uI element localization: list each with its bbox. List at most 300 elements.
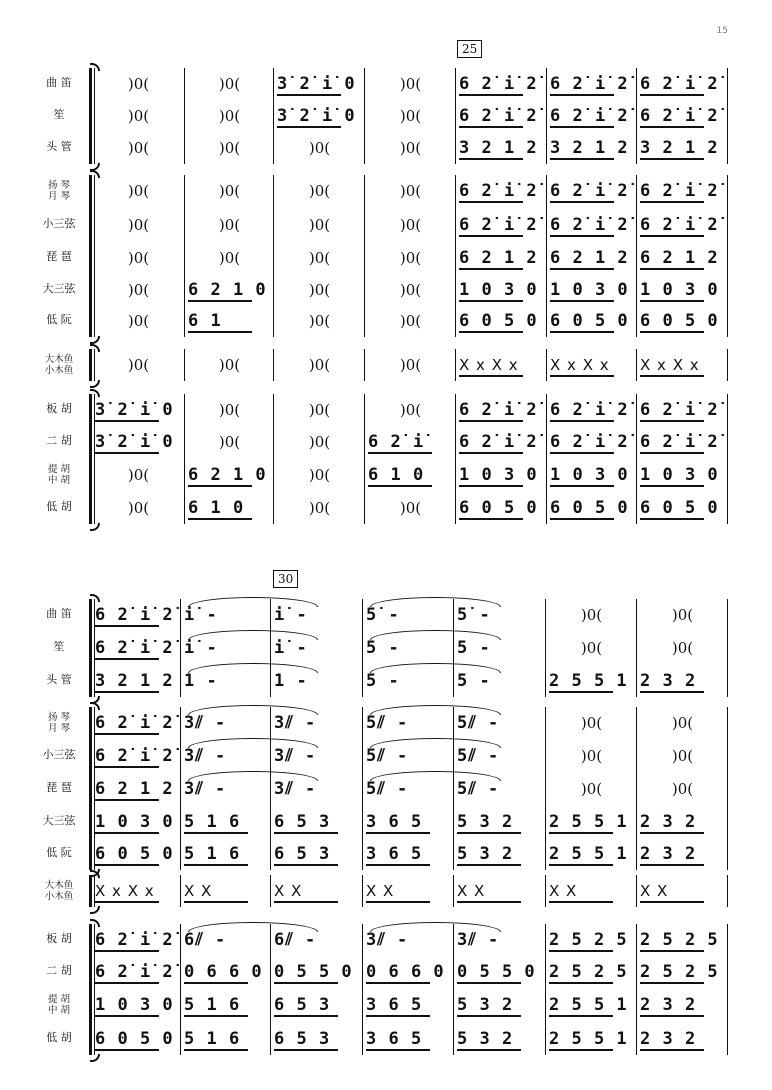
measure-notes: 5 1 6 bbox=[184, 844, 241, 864]
group-bracket bbox=[89, 599, 92, 697]
barline bbox=[270, 707, 271, 870]
measure-notes: 2 5 5 1 bbox=[549, 844, 628, 864]
instrument-label: 提 胡 中 胡 bbox=[47, 464, 71, 486]
rest-mark: )0( bbox=[308, 182, 331, 200]
measure-notes: 6 2̇ i̇ 2̇ bbox=[640, 432, 719, 452]
measure-notes: 3̇ 2̇ i̇ 0 bbox=[277, 74, 356, 94]
measure-notes: 3 2 1 2 bbox=[459, 138, 538, 158]
measure-notes: 6 2̇ i̇ 2̇ bbox=[640, 215, 719, 235]
bracket-hook-top bbox=[90, 63, 100, 71]
measure-notes: 1 0 3 0 bbox=[459, 465, 538, 485]
rest-mark: )0( bbox=[671, 639, 694, 657]
barline bbox=[362, 924, 363, 1055]
measure-notes: 0 6 6 0 bbox=[366, 962, 445, 982]
beam-underline bbox=[184, 1015, 248, 1017]
beam-underline bbox=[550, 126, 614, 128]
beam-underline bbox=[459, 94, 523, 96]
beam-underline bbox=[640, 375, 704, 377]
rest-mark: )0( bbox=[671, 714, 694, 732]
barline bbox=[636, 707, 637, 870]
rest-mark: )0( bbox=[308, 139, 331, 157]
measure-notes: 5 - bbox=[457, 671, 491, 691]
beam-underline bbox=[640, 518, 704, 520]
barline bbox=[727, 707, 728, 870]
barline bbox=[545, 875, 546, 907]
measure-notes: 1 0 3 0 bbox=[459, 280, 538, 300]
rest-mark: )0( bbox=[218, 75, 241, 93]
barline bbox=[453, 924, 454, 1055]
beam-underline bbox=[457, 1015, 521, 1017]
barline bbox=[453, 707, 454, 870]
measure-notes: 6 1 bbox=[188, 311, 222, 331]
beam-underline bbox=[95, 901, 159, 903]
measure-notes: 3⫽ - bbox=[274, 779, 317, 799]
group-bracket bbox=[89, 707, 92, 870]
bracket-hook-top bbox=[90, 919, 100, 927]
measure-notes: 3̇ 2̇ i̇ 0 bbox=[277, 106, 356, 126]
measure-notes: 6 2̇ i̇ bbox=[368, 432, 425, 452]
beam-underline bbox=[188, 485, 252, 487]
beam-underline bbox=[640, 1015, 704, 1017]
measure-notes: 6 0 5 0 bbox=[459, 498, 538, 518]
beam-underline bbox=[640, 691, 704, 693]
measure-notes: 3⫽ - bbox=[366, 930, 409, 950]
beam-underline bbox=[274, 864, 338, 866]
beam-underline bbox=[184, 1049, 248, 1051]
rest-mark: )0( bbox=[399, 499, 422, 517]
beam-underline bbox=[640, 1049, 704, 1051]
rest-mark: )0( bbox=[671, 747, 694, 765]
barline bbox=[636, 349, 637, 381]
beam-underline bbox=[95, 982, 159, 984]
beam-underline bbox=[184, 864, 248, 866]
beam-underline bbox=[550, 268, 614, 270]
measure-notes: 6 5 3 bbox=[274, 995, 331, 1015]
barline bbox=[727, 175, 728, 337]
rest-mark: )0( bbox=[399, 182, 422, 200]
measure-notes: 3 6 5 bbox=[366, 812, 423, 832]
measure-notes: 1 0 3 0 bbox=[550, 465, 629, 485]
bracket-hook-top bbox=[90, 170, 100, 178]
measure-notes: 0 5 5 0 bbox=[457, 962, 536, 982]
measure-notes: 6 2̇ i̇ 2̇ bbox=[640, 400, 719, 420]
rest-mark: )0( bbox=[218, 356, 241, 374]
measure-notes: 5 - bbox=[366, 671, 400, 691]
bracket-hook-bottom bbox=[90, 1054, 100, 1062]
bracket-hook-bottom bbox=[90, 523, 100, 531]
beam-underline bbox=[95, 832, 159, 834]
beam-underline bbox=[95, 1049, 159, 1051]
measure-notes: 2 3 2 bbox=[640, 844, 697, 864]
measure-notes: 5 - bbox=[457, 638, 491, 658]
measure-notes: 6 2̇ i̇ 2̇ bbox=[550, 106, 629, 126]
instrument-label: 板 胡 bbox=[46, 402, 72, 415]
bracket-hook-top bbox=[90, 702, 100, 710]
beam-underline bbox=[366, 864, 430, 866]
beam-underline bbox=[274, 982, 338, 984]
measure-notes: 6⫽ - bbox=[184, 930, 227, 950]
rest-mark: )0( bbox=[308, 216, 331, 234]
barline bbox=[727, 924, 728, 1055]
measure-notes: 6 5 3 bbox=[274, 812, 331, 832]
measure-notes: 6 0 5 0 bbox=[550, 498, 629, 518]
beam-underline bbox=[640, 158, 704, 160]
measure-notes: 1 - bbox=[274, 671, 308, 691]
rest-mark: )0( bbox=[127, 466, 150, 484]
beam-underline bbox=[459, 331, 523, 333]
rehearsal-marker: 25 bbox=[457, 40, 482, 58]
barline bbox=[184, 349, 185, 381]
rest-mark: )0( bbox=[671, 606, 694, 624]
rest-mark: )0( bbox=[218, 139, 241, 157]
barline bbox=[364, 175, 365, 337]
barline bbox=[636, 599, 637, 697]
bracket-hook-top bbox=[90, 389, 100, 397]
measure-notes: X X bbox=[640, 882, 669, 900]
barline bbox=[180, 924, 181, 1055]
measure-notes: X X bbox=[184, 882, 213, 900]
group-bracket bbox=[89, 924, 92, 1055]
beam-underline bbox=[640, 485, 704, 487]
measure-notes: 6 2̇ i̇ 2̇ bbox=[640, 106, 719, 126]
instrument-label: 扬 琴 月 琴 bbox=[47, 180, 71, 202]
measure-notes: 3⫽ - bbox=[457, 930, 500, 950]
beam-underline bbox=[640, 201, 704, 203]
beam-underline bbox=[640, 268, 704, 270]
measure-notes: 5 3 2 bbox=[457, 812, 514, 832]
beam-underline bbox=[184, 901, 248, 903]
measure-notes: 2 5 5 1 bbox=[549, 1029, 628, 1049]
measure-notes: 2 5 5 1 bbox=[549, 995, 628, 1015]
beam-underline bbox=[457, 864, 521, 866]
barline bbox=[184, 175, 185, 337]
beam-underline bbox=[95, 1015, 159, 1017]
measure-notes: 6 0 5 0 bbox=[640, 498, 719, 518]
barline bbox=[184, 394, 185, 524]
barline bbox=[184, 68, 185, 164]
measure-notes: 6 2 1 2 bbox=[459, 248, 538, 268]
rest-mark: )0( bbox=[127, 75, 150, 93]
measure-notes: 3 2 1 2 bbox=[640, 138, 719, 158]
beam-underline bbox=[368, 452, 432, 454]
bracket-hook-top bbox=[90, 344, 100, 352]
barline bbox=[180, 875, 181, 907]
rest-mark: )0( bbox=[671, 780, 694, 798]
beam-underline bbox=[550, 201, 614, 203]
measure-notes: 3̇ 2̇ i̇ 0 bbox=[95, 432, 174, 452]
measure-notes: 3 2 1 2 bbox=[550, 138, 629, 158]
measure-notes: 6 2̇ i̇ 2̇ bbox=[459, 432, 538, 452]
rest-mark: )0( bbox=[308, 499, 331, 517]
barline bbox=[273, 68, 274, 164]
rest-mark: )0( bbox=[218, 433, 241, 451]
barline bbox=[727, 875, 728, 907]
beam-underline bbox=[95, 691, 159, 693]
measure-notes: 5⫽ - bbox=[457, 779, 500, 799]
beam-underline bbox=[274, 901, 338, 903]
beam-underline bbox=[366, 982, 430, 984]
bracket-hook-bottom bbox=[90, 380, 100, 388]
beam-underline bbox=[95, 950, 159, 952]
rest-mark: )0( bbox=[580, 780, 603, 798]
measure-notes: 6 2̇ i̇ 2̇ bbox=[640, 181, 719, 201]
measure-notes: 6 2 1 2 bbox=[640, 248, 719, 268]
instrument-label: 琵 琶 bbox=[46, 250, 72, 263]
measure-notes: 5̇ - bbox=[457, 605, 491, 625]
beam-underline bbox=[188, 518, 252, 520]
instrument-label: 低 阮 bbox=[46, 313, 72, 326]
rest-mark: )0( bbox=[308, 312, 331, 330]
measure-notes: 6 2̇ i̇ 2̇ bbox=[95, 605, 174, 625]
beam-underline bbox=[277, 126, 341, 128]
measure-notes: 6 2̇ i̇ 2̇ bbox=[550, 74, 629, 94]
beam-underline bbox=[550, 375, 614, 377]
rest-mark: )0( bbox=[308, 356, 331, 374]
beam-underline bbox=[640, 126, 704, 128]
beam-underline bbox=[550, 420, 614, 422]
measure-notes: 6 2̇ i̇ 2̇ bbox=[640, 74, 719, 94]
beam-underline bbox=[366, 832, 430, 834]
barline bbox=[455, 394, 456, 524]
rest-mark: )0( bbox=[127, 139, 150, 157]
instrument-label: 低 胡 bbox=[46, 500, 72, 513]
measure-notes: 3⫽ - bbox=[274, 713, 317, 733]
beam-underline bbox=[640, 452, 704, 454]
measure-notes: 5⫽ - bbox=[457, 746, 500, 766]
rest-mark: )0( bbox=[127, 499, 150, 517]
instrument-label: 笙 bbox=[53, 640, 65, 653]
measure-notes: 2 3 2 bbox=[640, 1029, 697, 1049]
beam-underline bbox=[550, 485, 614, 487]
page-corner-mark: 15 bbox=[716, 26, 728, 36]
beam-underline bbox=[640, 235, 704, 237]
beam-underline bbox=[549, 832, 613, 834]
barline bbox=[546, 349, 547, 381]
instrument-label: 二 胡 bbox=[46, 434, 72, 447]
beam-underline bbox=[550, 158, 614, 160]
beam-underline bbox=[188, 300, 252, 302]
measure-notes: 1 0 3 0 bbox=[95, 995, 174, 1015]
measure-notes: 5⫽ - bbox=[457, 713, 500, 733]
measure-notes: 6 5 3 bbox=[274, 1029, 331, 1049]
beam-underline bbox=[457, 901, 521, 903]
beam-underline bbox=[457, 832, 521, 834]
beam-underline bbox=[457, 982, 521, 984]
rest-mark: )0( bbox=[127, 312, 150, 330]
beam-underline bbox=[95, 766, 159, 768]
beam-underline bbox=[459, 375, 523, 377]
measure-notes: 2 3 2 bbox=[640, 671, 697, 691]
barline bbox=[545, 924, 546, 1055]
measure-notes: X X bbox=[457, 882, 486, 900]
beam-underline bbox=[549, 1015, 613, 1017]
group-bracket bbox=[89, 875, 92, 907]
barline bbox=[727, 349, 728, 381]
rest-mark: )0( bbox=[308, 281, 331, 299]
instrument-label: 头 管 bbox=[46, 140, 72, 153]
beam-underline bbox=[640, 420, 704, 422]
measure-notes: 5⫽ - bbox=[366, 713, 409, 733]
beam-underline bbox=[640, 864, 704, 866]
measure-notes: 6 2̇ i̇ 2̇ bbox=[550, 432, 629, 452]
beam-underline bbox=[640, 94, 704, 96]
beam-underline bbox=[459, 420, 523, 422]
barline bbox=[727, 599, 728, 697]
instrument-label: 曲 笛 bbox=[46, 607, 72, 620]
beam-underline bbox=[459, 126, 523, 128]
measure-notes: 2 3 2 bbox=[640, 995, 697, 1015]
barline bbox=[546, 68, 547, 164]
barline bbox=[180, 707, 181, 870]
instrument-label: 曲 笛 bbox=[46, 76, 72, 89]
measure-notes: 6 2 1 0 bbox=[188, 465, 267, 485]
barline bbox=[455, 68, 456, 164]
barline bbox=[636, 394, 637, 524]
measure-notes: 5 1 6 bbox=[184, 1029, 241, 1049]
measure-notes: X x X x bbox=[640, 356, 700, 374]
measure-notes: 6 1 0 bbox=[188, 498, 245, 518]
rest-mark: )0( bbox=[127, 107, 150, 125]
beam-underline bbox=[459, 518, 523, 520]
measure-notes: X X bbox=[366, 882, 395, 900]
measure-notes: 6 2̇ i̇ 2̇ bbox=[459, 400, 538, 420]
measure-notes: 5 1 6 bbox=[184, 812, 241, 832]
barline bbox=[270, 875, 271, 907]
measure-notes: i̇ - bbox=[274, 638, 308, 658]
measure-notes: 5 3 2 bbox=[457, 844, 514, 864]
rest-mark: )0( bbox=[127, 216, 150, 234]
beam-underline bbox=[95, 452, 159, 454]
instrument-label: 大三弦 bbox=[42, 814, 76, 827]
rest-mark: )0( bbox=[127, 182, 150, 200]
rest-mark: )0( bbox=[218, 107, 241, 125]
measure-notes: 5 - bbox=[366, 638, 400, 658]
rest-mark: )0( bbox=[580, 714, 603, 732]
instrument-label: 小三弦 bbox=[42, 217, 76, 230]
beam-underline bbox=[366, 1049, 430, 1051]
beam-underline bbox=[640, 982, 704, 984]
instrument-label: 琵 琶 bbox=[46, 781, 72, 794]
measure-notes: 6⫽ - bbox=[274, 930, 317, 950]
instrument-label: 大木鱼 小木鱼 bbox=[44, 354, 74, 376]
measure-notes: 2 5 2 5 bbox=[640, 930, 719, 950]
measure-notes: i̇ - bbox=[184, 638, 218, 658]
measure-notes: 6 2̇ i̇ 2̇ bbox=[459, 215, 538, 235]
barline bbox=[362, 707, 363, 870]
measure-notes: X x X x bbox=[95, 882, 155, 900]
beam-underline bbox=[549, 950, 613, 952]
group-bracket bbox=[89, 349, 92, 381]
barline bbox=[270, 599, 271, 697]
measure-notes: 6 2̇ i̇ 2̇ bbox=[95, 638, 174, 658]
beam-underline bbox=[457, 1049, 521, 1051]
measure-notes: 5 1 6 bbox=[184, 995, 241, 1015]
rest-mark: )0( bbox=[308, 401, 331, 419]
measure-notes: 6 0 5 0 bbox=[95, 844, 174, 864]
rest-mark: )0( bbox=[399, 107, 422, 125]
measure-notes: 6 2 1 2 bbox=[95, 779, 174, 799]
bracket-hook-bottom bbox=[90, 336, 100, 344]
beam-underline bbox=[550, 300, 614, 302]
barline bbox=[455, 175, 456, 337]
beam-underline bbox=[95, 864, 159, 866]
instrument-label: 头 管 bbox=[46, 673, 72, 686]
bracket-hook-top bbox=[90, 594, 100, 602]
measure-notes: 6 2̇ i̇ 2̇ bbox=[95, 713, 174, 733]
measure-notes: 5⫽ - bbox=[366, 746, 409, 766]
barline bbox=[453, 875, 454, 907]
measure-notes: 6 1 0 bbox=[368, 465, 425, 485]
beam-underline bbox=[95, 799, 159, 801]
rest-mark: )0( bbox=[399, 312, 422, 330]
group-bracket bbox=[89, 175, 92, 337]
rest-mark: )0( bbox=[399, 401, 422, 419]
beam-underline bbox=[550, 235, 614, 237]
measure-notes: X X bbox=[549, 882, 578, 900]
measure-notes: 2 3 2 bbox=[640, 812, 697, 832]
beam-underline bbox=[459, 158, 523, 160]
barline bbox=[273, 394, 274, 524]
instrument-label: 扬 琴 月 琴 bbox=[47, 712, 71, 734]
measure-notes: 6 2̇ i̇ 2̇ bbox=[95, 746, 174, 766]
measure-notes: 6 2 1 2 bbox=[550, 248, 629, 268]
rest-mark: )0( bbox=[127, 356, 150, 374]
measure-notes: X x X x bbox=[550, 356, 610, 374]
measure-notes: 6 0 5 0 bbox=[459, 311, 538, 331]
measure-notes: 5⫽ - bbox=[366, 779, 409, 799]
rest-mark: )0( bbox=[218, 216, 241, 234]
measure-notes: 3⫽ - bbox=[274, 746, 317, 766]
barline bbox=[270, 924, 271, 1055]
barline bbox=[636, 175, 637, 337]
rest-mark: )0( bbox=[399, 281, 422, 299]
instrument-label: 二 胡 bbox=[46, 964, 72, 977]
beam-underline bbox=[95, 658, 159, 660]
measure-notes: 2 5 2 5 bbox=[549, 930, 628, 950]
instrument-label: 低 阮 bbox=[46, 846, 72, 859]
beam-underline bbox=[274, 1049, 338, 1051]
instrument-label: 板 胡 bbox=[46, 932, 72, 945]
beam-underline bbox=[368, 485, 432, 487]
beam-underline bbox=[550, 452, 614, 454]
rest-mark: )0( bbox=[218, 249, 241, 267]
beam-underline bbox=[274, 832, 338, 834]
barline bbox=[636, 875, 637, 907]
measure-notes: 1 0 3 0 bbox=[550, 280, 629, 300]
rest-mark: )0( bbox=[399, 356, 422, 374]
rest-mark: )0( bbox=[218, 182, 241, 200]
measure-notes: 5 3 2 bbox=[457, 995, 514, 1015]
beam-underline bbox=[366, 1015, 430, 1017]
rest-mark: )0( bbox=[218, 401, 241, 419]
beam-underline bbox=[549, 982, 613, 984]
measure-notes: 1 0 3 0 bbox=[95, 812, 174, 832]
measure-notes: 6 2̇ i̇ 2̇ bbox=[550, 215, 629, 235]
beam-underline bbox=[459, 300, 523, 302]
rest-mark: )0( bbox=[308, 466, 331, 484]
beam-underline bbox=[188, 331, 252, 333]
measure-notes: 5̇ - bbox=[366, 605, 400, 625]
barline bbox=[636, 68, 637, 164]
measure-notes: 6 0 5 0 bbox=[640, 311, 719, 331]
beam-underline bbox=[95, 420, 159, 422]
beam-underline bbox=[640, 832, 704, 834]
measure-notes: 5 3 2 bbox=[457, 1029, 514, 1049]
barline bbox=[636, 924, 637, 1055]
beam-underline bbox=[95, 625, 159, 627]
measure-notes: 6 5 3 bbox=[274, 844, 331, 864]
barline bbox=[546, 394, 547, 524]
